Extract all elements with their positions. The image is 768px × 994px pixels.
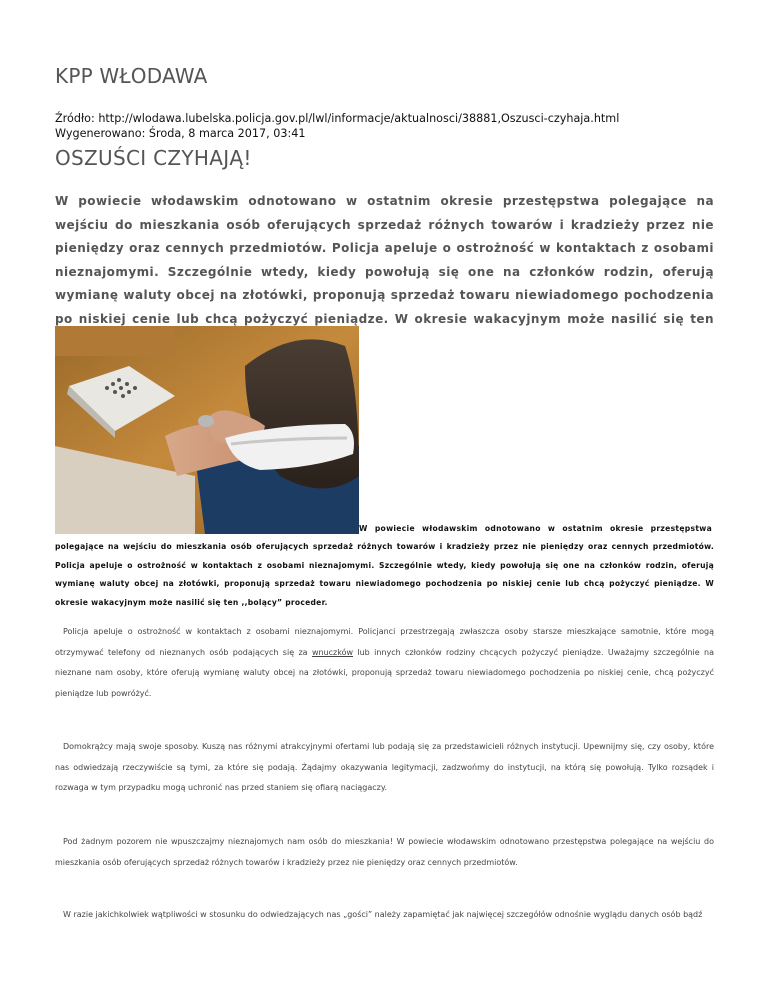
- generated-label: Wygenerowano:: [55, 127, 146, 140]
- image-caption-first-line: W powiecie włodawskim odnotowano w ostatnim okresie przestępstwa: [359, 524, 712, 533]
- wnuczkow-link[interactable]: wnuczków: [311, 647, 354, 657]
- article-paragraph-3: Pod żadnym pozorem nie wpuszczajmy nieznajomych nam osób do mieszkania! W powiecie włodawskim odnotowano przestępstwa polegające na wejściu do mieszkania osób oferujących sprzedaż różnych towarów i kradzieży przez nie pieniędzy oraz cennych przedmiotów.: [55, 837, 714, 867]
- article-paragraph-4: W razie jakichkolwiek wątpliwości w stosunku do odwiedzających nas „gości” należy zapamiętać jak najwięcej szczegółów odnośnie wyglądu danych osób bądź: [63, 910, 703, 919]
- article-paragraph-2: Domokrążcy mają swoje sposoby. Kuszą nas różnymi atrakcyjnymi ofertami lub podają się za przedstawicieli różnych instytucji. Upewnijmy się, czy osoby, które nas odwiedzają rzeczywiście są tymi, za które się podają. Żądajmy okazywania legitymacji, zadzwońmy do instytucji, na którą się powołują. Tylko rozsądek i rozwaga w tym przypadku mogą uchronić nas przed staniem się ofiarą naciągaczy.: [55, 742, 714, 793]
- paragraph-1-text-end: lub innych członków rodziny chcących pożyczyć pieniądze. Uważajmy szczególnie na nieznane nam osoby, które oferują wymianę waluty obcej na złotówki, proponują sprzedaż towaru niewiadomego pochodzenia po niskiej cenie, chcą pożyczyć pieniądze lub powróżyć.: [55, 647, 715, 698]
- article-title: OSZUŚCI CZYHAJĄ!: [55, 146, 252, 170]
- paragraph-1-text-start: Policja apeluje o ostrożność w kontaktach z osobami nieznajomymi. Policjanci przestrzegają zwłaszcza osoby starsze mieszkające samotnie, które mogą otrzymywać telefony od nieznanych osób podających się za: [55, 627, 714, 657]
- source-line: [55, 111, 619, 126]
- article-lead: W powiecie włodawskim odnotowano w ostatnim okresie przestępstwa polegające na wejściu do mieszkania osób oferujących sprzedaż różnych towarów i kradzieży przez nie pieniędzy oraz cennych przedmiotów. Policja apeluje o ostrożność w kontaktach z osobami nieznajomymi. Szczególnie wtedy, kiedy powołują się one na członków rodzin, oferują wymianę waluty obcej na złotówki, proponują sprzedaż towaru niewiadomego pochodzenia po niskiej cenie lub chcą pożyczyć pieniądze. W okresie wakacyjnym może nasilić się ten: [55, 194, 714, 326]
- image-caption: polegające na wejściu do mieszkania osób oferujących sprzedaż różnych towarów i kradzieży przez nie pieniędzy oraz cennych przedmiotów. Policja apeluje o ostrożność w kontaktach z osobami nieznajomymi. Szczególnie wtedy, kiedy powołują się one na członków rodzin, oferują wymianę waluty obcej na złotówki, proponują sprzedaż towaru niewiadomego pochodzenia po niskiej cenie lub chcą pożyczyć pieniądze. W okresie wakacyjnym może nasilić się ten ,,bolący” proceder.: [55, 542, 714, 607]
- article-photo: [55, 326, 359, 534]
- generated-value: Środa, 8 marca 2017, 03:41: [148, 127, 306, 140]
- document-meta: [55, 111, 619, 141]
- article-paragraph-1: [55, 622, 714, 704]
- site-title: KPP WŁODAWA: [55, 64, 208, 88]
- source-label: Źródło:: [55, 112, 95, 125]
- source-url: http://wlodawa.lubelska.policja.gov.pl/lwl/informacje/aktualnosci/38881,Oszusci-czyhaja.html: [98, 112, 620, 125]
- generated-line: [55, 126, 619, 141]
